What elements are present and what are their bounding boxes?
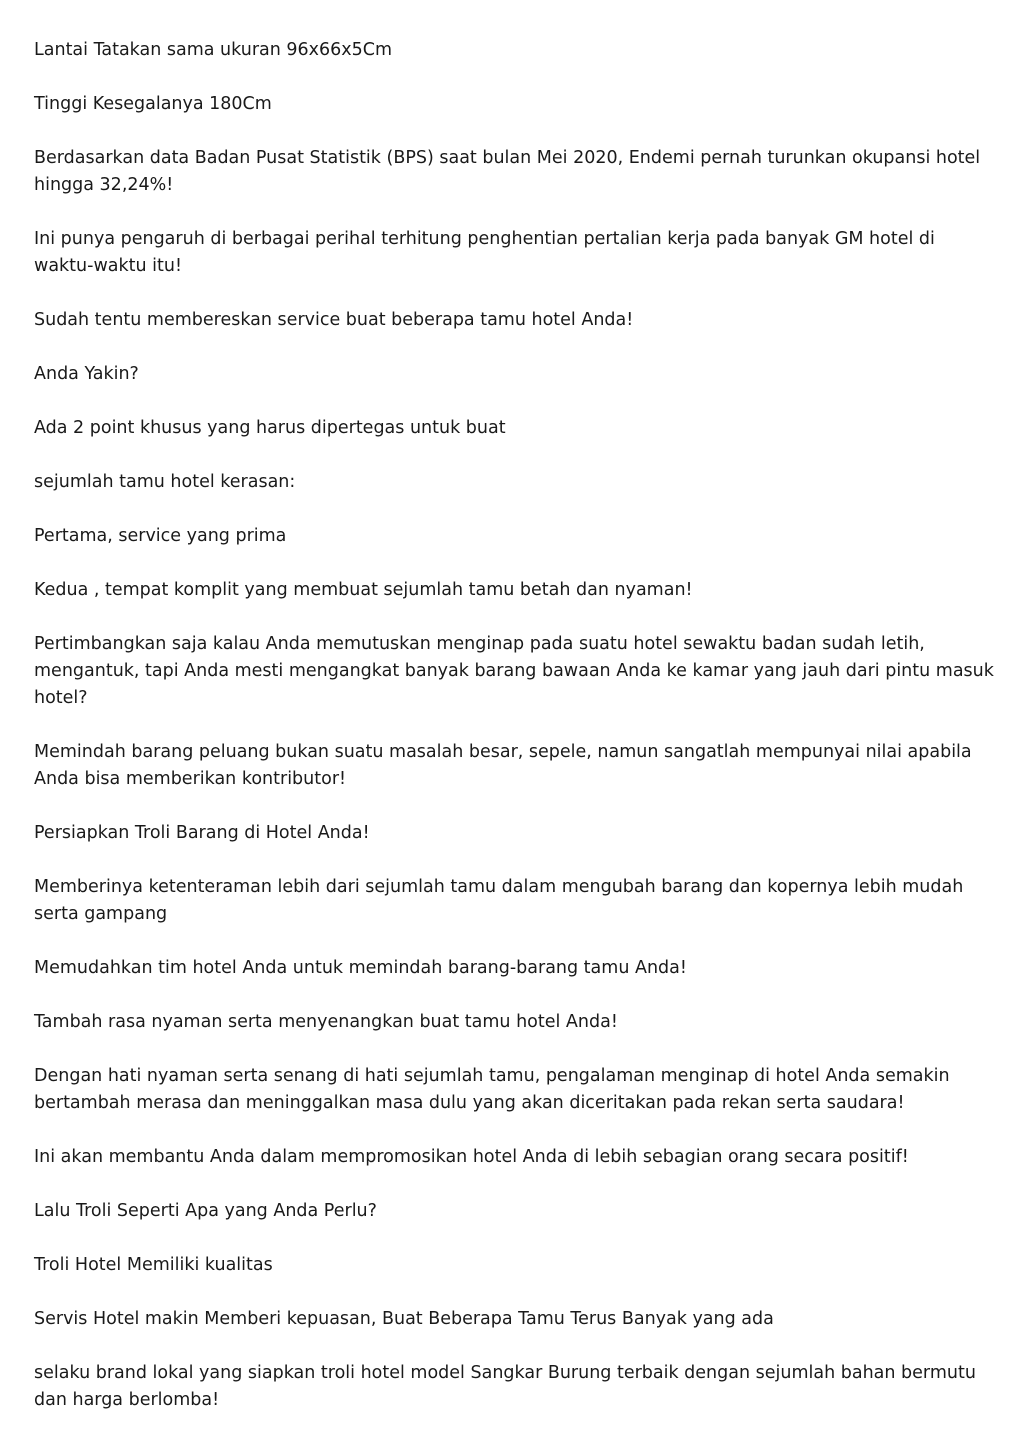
paragraph-1: Lantai Tatakan sama ukuran 96x66x5Cm [34, 40, 393, 60]
paragraph-10: Kedua , tempat komplit yang membuat sejumlah tamu betah dan nyaman! [34, 580, 693, 600]
paragraph-9: Pertama, service yang prima [34, 526, 287, 546]
paragraph-14: Memberinya ketenteraman lebih dari sejumlah tamu dalam mengubah barang dan kopernya lebih mudah serta gampang [34, 877, 964, 924]
paragraph-12: Memindah barang peluang bukan suatu masalah besar, sepele, namun sangatlah mempunyai nilai apabila Anda bisa memberikan kontributor! [34, 742, 972, 789]
paragraph-22: selaku brand lokal yang siapkan troli hotel model Sangkar Burung terbaik dengan sejumlah bahan bermutu dan harga berlomba! [34, 1363, 976, 1410]
paragraph-5: Sudah tentu membereskan service buat beberapa tamu hotel Anda! [34, 310, 634, 330]
paragraph-4: Ini punya pengaruh di berbagai perihal terhitung penghentian pertalian kerja pada banyak GM hotel di waktu-waktu itu! [34, 229, 935, 276]
paragraph-16: Tambah rasa nyaman serta menyenangkan buat tamu hotel Anda! [34, 1012, 618, 1032]
paragraph-8: sejumlah tamu hotel kerasan: [34, 472, 296, 492]
paragraph-15: Memudahkan tim hotel Anda untuk memindah barang-barang tamu Anda! [34, 958, 687, 978]
paragraph-11: Pertimbangkan saja kalau Anda memutuskan menginap pada suatu hotel sewaktu badan sudah letih, mengantuk, tapi Anda mesti mengangkat banyak barang bawaan Anda ke kamar yang jauh dari pintu masuk hotel? [34, 634, 994, 708]
paragraph-3: Berdasarkan data Badan Pusat Statistik (BPS) saat bulan Mei 2020, Endemi pernah turunkan okupansi hotel hingga 32,24%! [34, 148, 981, 195]
paragraph-7: Ada 2 point khusus yang harus dipertegas untuk buat [34, 418, 506, 438]
paragraph-20: Troli Hotel Memiliki kualitas [34, 1255, 273, 1275]
document-page [34, 37, 994, 1441]
paragraph-18: Ini akan membantu Anda dalam mempromosikan hotel Anda di lebih sebagian orang secara positif! [34, 1147, 909, 1167]
paragraph-21: Servis Hotel makin Memberi kepuasan, Buat Beberapa Tamu Terus Banyak yang ada [34, 1309, 774, 1329]
paragraph-13: Persiapkan Troli Barang di Hotel Anda! [34, 823, 370, 843]
paragraph-6: Anda Yakin? [34, 364, 139, 384]
paragraph-19: Lalu Troli Seperti Apa yang Anda Perlu? [34, 1201, 377, 1221]
paragraph-2: Tinggi Kesegalanya 180Cm [34, 94, 272, 114]
paragraph-17: Dengan hati nyaman serta senang di hati sejumlah tamu, pengalaman menginap di hotel Anda semakin bertambah merasa dan meninggalkan masa dulu yang akan diceritakan pada rekan serta saudara! [34, 1066, 950, 1113]
